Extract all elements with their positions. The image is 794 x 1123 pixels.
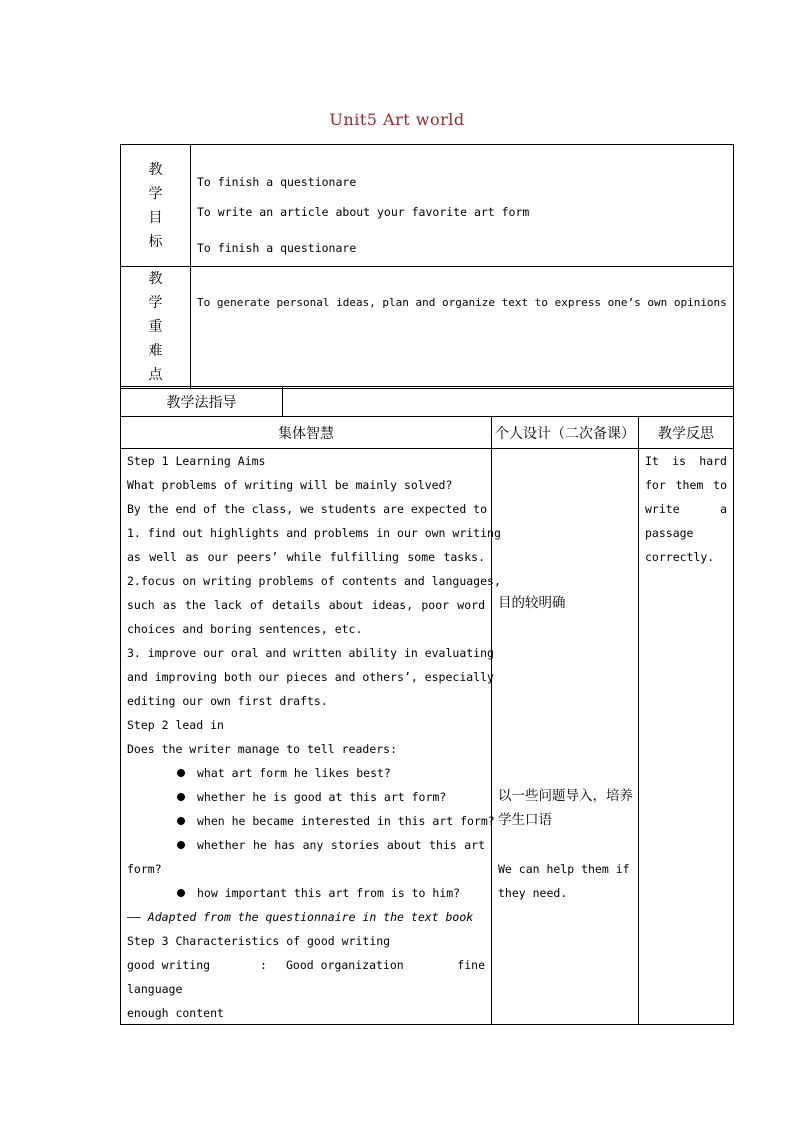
reflection-text: It is hard for them to write a passage correctly. [645,454,727,564]
aim-line: and improving both our pieces and others’, especially [127,670,494,684]
collective-content: Step 1 Learning Aims What problems of writing will be mainly solved? By the end of the class, we students are expected to 1. find out highlights and problems in our own writing as well as our peers’ while fulfilling some tasks. 2.focus on writing problems of contents and languages, such as the lack of details about ideas, poor word choices and boring sentences, etc. 3. improve our oral and written ability in evaluating and improving both our pieces and others’, especially editing our own first drafts. Step 2 lead in Does the writer manage to tell readers: what art form he likes best? whether he is good at this art form? when he became interested in this art form? whether he has any stories about this art form? how important this art from is to him? —— Adapted from the questionnaire in the text book Step 3 Characteristics of good writing good writing : Good organization fine language enough content [121,449,492,1025]
header-collective: 集体智慧 [121,417,492,449]
page-title: Unit5 Art world [329,110,465,129]
design-note: 目的较明确 [498,595,566,611]
aim-line: as well as our peers’ while fulfilling some tasks. [127,550,485,564]
objective-line: To finish a questionare [197,241,357,255]
aim-line: 1. find out highlights and problems in our own writing [127,526,501,540]
aim-line: such as the lack of details about ideas, poor word [127,598,485,612]
aim-line: 2.focus on writing problems of contents and languages, [127,574,501,588]
step1-intro: By the end of the class, we students are expected to [127,502,488,516]
key-points-text: To generate personal ideas, plan and organize text to express one’s own opinions [197,296,727,309]
step1-question: What problems of writing will be mainly solved? [127,478,453,492]
reflection-content [639,449,734,1025]
method-value [283,387,734,417]
method-table [120,386,734,417]
step3-title: Step 3 Characteristics of good writing [127,934,391,948]
bullet-icon [177,889,185,897]
lesson-plan-table [120,416,734,1025]
key-points-cell [191,267,734,389]
objective-line: To finish a questionare [197,175,357,189]
lesson-info-table [120,144,734,389]
design-note: We can help them if they need. [498,862,630,900]
objective-line: To write an article about your favorite art form [197,205,530,219]
key-points-label: 教 学 重 难 点 [121,267,191,389]
list-item-continuation: form? [127,862,162,876]
personal-design-content [492,449,639,1025]
source-note: —— Adapted from the questionnaire in the text book [127,910,474,924]
design-note: 以一些问题导入，培养学生口语 [498,788,633,828]
aim-line: editing our own first drafts. [127,694,328,708]
objectives-cell [191,145,734,267]
method-label: 教学法指导 [121,387,283,417]
good-writing-line: language [127,982,183,996]
bullet-icon [177,769,185,777]
step2-title: Step 2 lead in [127,718,224,732]
objectives-label: 教 学 目 标 [121,145,191,267]
bullet-icon [177,817,185,825]
header-reflection: 教学反思 [639,417,734,449]
bullet-icon [177,841,185,849]
step1-title: Step 1 Learning Aims [127,454,266,468]
aim-line: choices and boring sentences, etc. [127,622,363,636]
good-writing-line: enough content [127,1006,224,1020]
bullet-icon [177,793,185,801]
aim-line: 3. improve our oral and written ability in evaluating [127,646,494,660]
step2-question: Does the writer manage to tell readers: [127,742,398,756]
header-personal-design: 个人设计（二次备课） [492,417,639,449]
